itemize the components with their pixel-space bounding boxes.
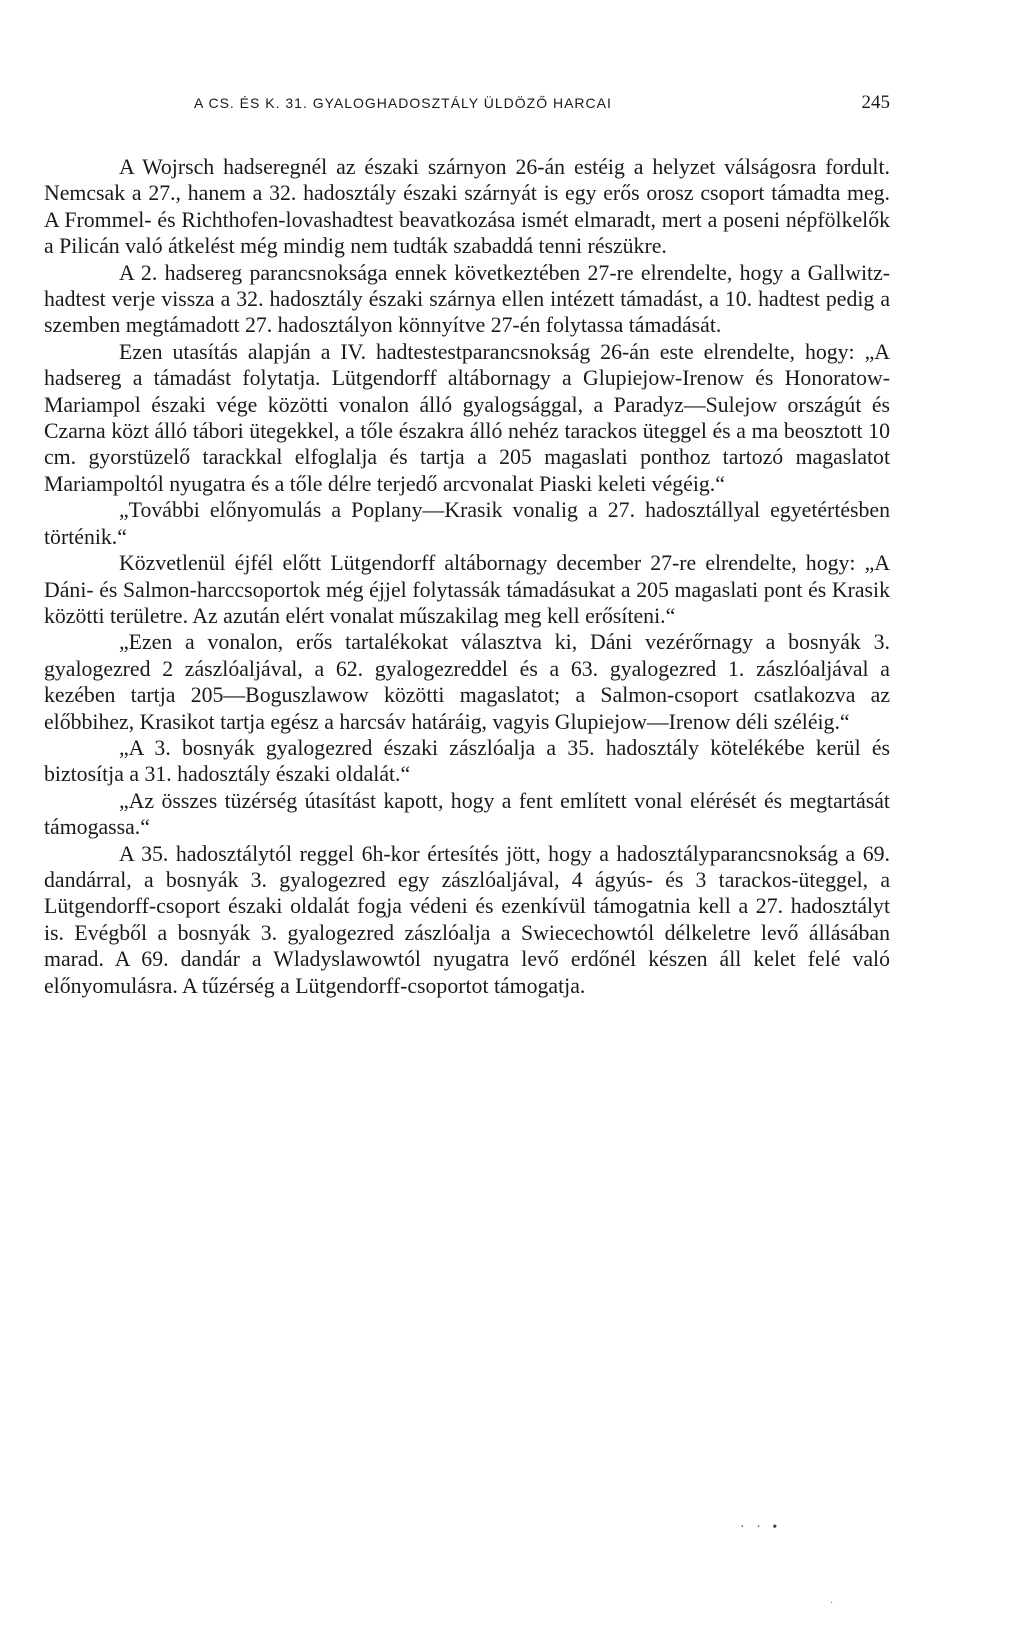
paragraph: „További előnyomulás a Poplany—Krasik vonalig a 27. hadosztállyal egyetértésben történik.“	[44, 498, 890, 549]
print-speck: ·	[830, 1598, 834, 1609]
running-title: A CS. ÉS K. 31. GYALOGHADOSZTÁLY ÜLDÖZŐ HARCAI	[194, 95, 612, 111]
paragraph: A 35. hadosztálytól reggel 6h-kor értesítés jött, hogy a hadosztályparancsnokság a 69. dandárral, a bosnyák 3. gyalogezred egy zászlóaljával, 4 ágyús- és 3 tarackos-üteggel, a Lütgendorff-csoport északi oldalát fogja védeni és ezenkívül támogatnia kell a 27. hadosztályt is. Evégből a bosnyák 3. gyalogezred zászlóalja a Swiecechowtól délkeletre levő állásában marad. A 69. dandár a Wladyslawowtól nyugatra levő erdőnél készen áll kelet felé való előnyomulásra. A tűzérség a Lütgendorff-csoportot támogatja.	[44, 841, 890, 998]
paragraph: Közvetlenül éjfél előtt Lütgendorff altábornagy december 27-re elrendelte, hogy: „A Dáni- és Salmon-harccsoportok még éjjel folytassák támadásukat a 205 magaslati pont és Krasik közötti területre. Az azután elért vonalat műszakilag meg kell erősíteni.“	[44, 551, 890, 628]
body-text	[44, 154, 890, 999]
paragraph: A 2. hadsereg parancsnoksága ennek következtében 27-re elrendelte, hogy a Gallwitz-hadtest verje vissza a 32. hadosztály északi szárnya ellen intézett támadást, a 10. hadtest pedig a szemben megtámadott 27. hadosztályon könnyítve 27-én folytassa támadását.	[44, 260, 890, 338]
paragraph: „Ezen a vonalon, erős tartalékokat választva ki, Dáni vezérőrnagy a bosnyák 3. gyalogezred 2 zászlóaljával, a 62. gyalogezreddel és a 63. gyalogezred 1. zászlóaljával a kezében tartja 205—Boguszlawow közötti magaslatot; a Salmon-csoport csatlakozva az előbbihez, Krasikot tartja egész a harcsáv határáig, vagyis Glupiejow—Irenow déli széléig.“	[44, 630, 890, 734]
page-number: 245	[861, 92, 890, 113]
paragraph: „Az összes tüzérség útasítást kapott, hogy a fent említett vonal elérését és megtartását támogassa.“	[44, 788, 890, 840]
paragraph: Ezen utasítás alapján a IV. hadtestestparancsnokság 26-án este elrendelte, hogy: „A hadsereg a támadást folytatja. Lütgendorff altábornagy a Glupiejow-Irenow és Honoratow-Mariampol északi vége közötti vonalon álló gyalogsággal, a Paradyz—Sulejow országút és Czarna közt álló tábori ütegekkel, a tőle északra álló nehéz tarackos üteggel és a ma beosztott 10 cm. gyorstüzelő tarackkal elfoglalja és tartja a 205 magaslati ponthoz tartozó magaslatot Mariampoltól nyugatra és a tőle délre terjedő arcvonalat Piaski keleti végéig.“	[44, 339, 890, 496]
print-specks: · · •	[740, 1520, 782, 1535]
running-header	[44, 92, 890, 118]
paragraph: „A 3. bosnyák gyalogezred északi zászlóalja a 35. hadosztály kötelékébe kerül és biztosítja a 31. hadosztály északi oldalát.“	[44, 735, 890, 787]
document-page	[44, 92, 890, 999]
paragraph: A Wojrsch hadseregnél az északi szárnyon 26-án estéig a helyzet válságosra fordult. Nemcsak a 27., hanem a 32. hadosztály északi szárnyát is egy erős orosz csoport támadta meg. A Frommel- és Richthofen-lovashadtest beavatkozása ismét elmaradt, mert a poseni népfölkelők a Pilicán való átkelést még mindig nem tudták szabaddá tenni részükre.	[44, 155, 890, 259]
